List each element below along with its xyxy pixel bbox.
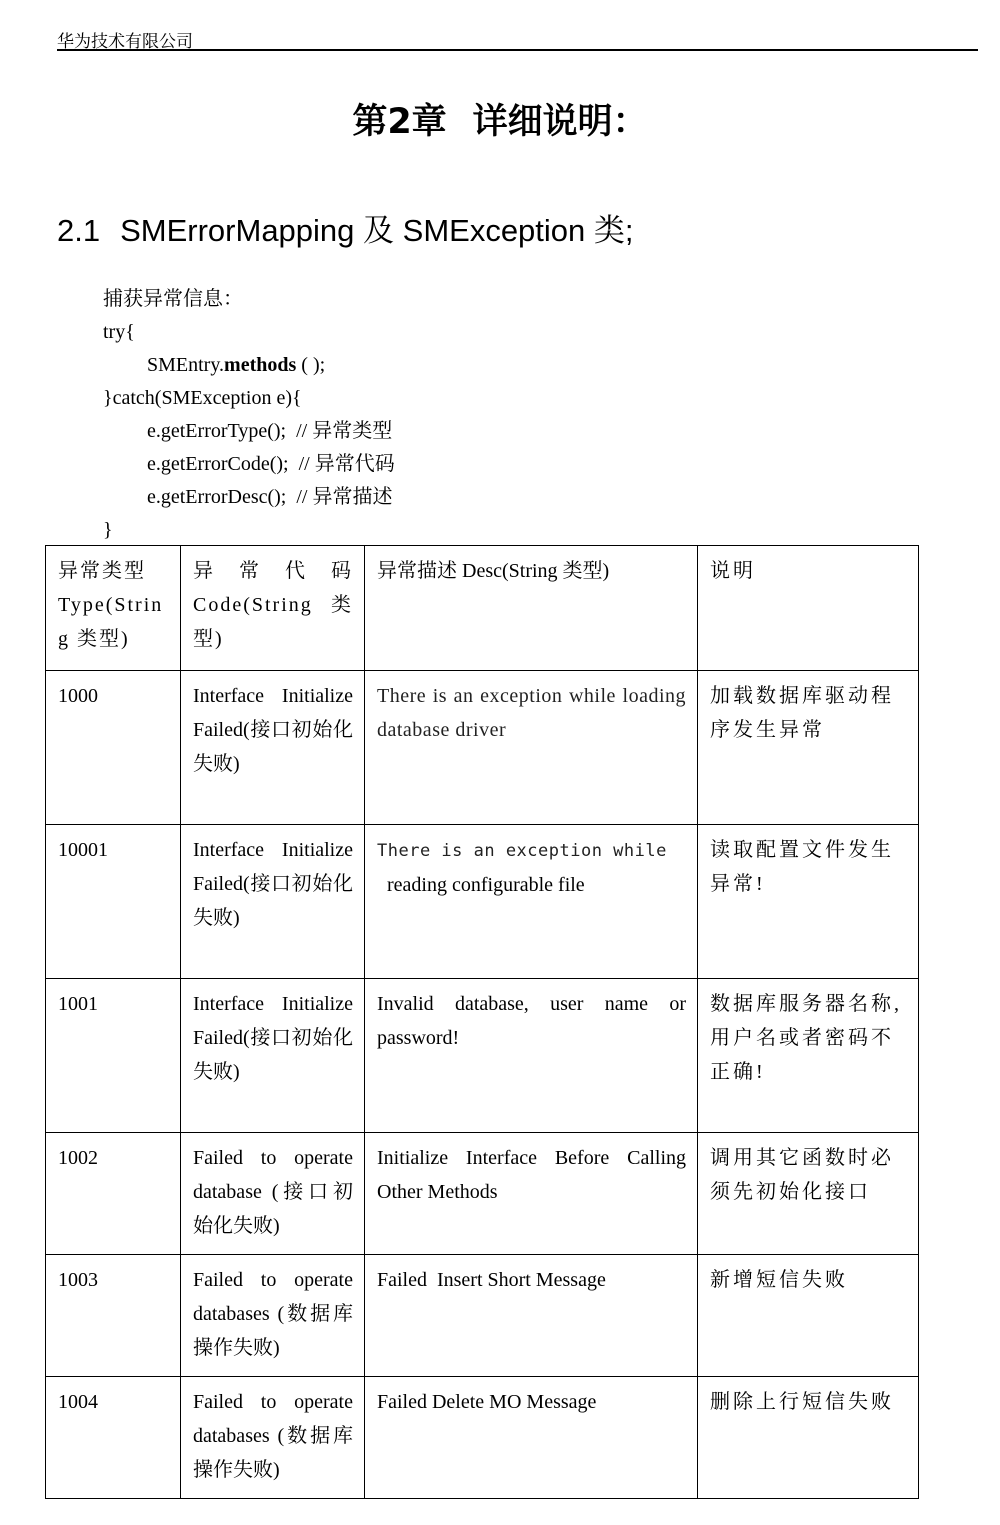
error-code-table [45, 545, 919, 1499]
cell-code: Failed to operate databases (数据库操作失败) [181, 1377, 365, 1499]
table-row [46, 1377, 919, 1499]
cell-note: 删除上行短信失败 [698, 1377, 919, 1499]
table-row [46, 1255, 919, 1377]
cell-code: Failed to operate database (接口初始化失败) [181, 1133, 365, 1255]
table-row [46, 825, 919, 979]
table-row [46, 1133, 919, 1255]
section-title [57, 205, 634, 250]
cell-type: 1000 [46, 671, 181, 825]
code-close: } [103, 519, 113, 541]
chapter-title [0, 94, 1000, 144]
header-code: 异常代码 Code(String 类型) [181, 546, 365, 671]
header-desc: 异常描述 Desc(String 类型) [365, 546, 698, 671]
code-call-suffix: ( ); [296, 354, 326, 376]
cell-desc: There is an exception while loading database driver [365, 671, 698, 825]
cell-type: 1003 [46, 1255, 181, 1377]
cell-desc-line-2: reading configurable file [387, 874, 585, 896]
header-note: 说明 [698, 546, 919, 671]
cell-type: 1001 [46, 979, 181, 1133]
code-sample [103, 283, 395, 547]
code-call-prefix: SMEntry. [147, 354, 225, 376]
code-get-code: e.getErrorCode(); // 异常代码 [147, 453, 395, 475]
code-get-desc: e.getErrorDesc(); // 异常描述 [147, 486, 393, 508]
table-row [46, 979, 919, 1133]
code-get-type: e.getErrorType(); // 异常类型 [147, 420, 393, 442]
table-header-row [46, 546, 919, 671]
cell-desc: Invalid database, user name or password! [365, 979, 698, 1133]
cell-code: Failed to operate databases (数据库操作失败) [181, 1255, 365, 1377]
code-call-method: methods [224, 354, 297, 376]
cell-desc [365, 825, 698, 979]
header-type: 异常类型 Type(String 类型) [46, 546, 181, 671]
code-call [103, 349, 395, 382]
cell-desc: Failed Insert Short Message [365, 1255, 698, 1377]
cell-desc-line-1: There is an exception while [377, 841, 667, 861]
chapter-number: 第2章 [352, 102, 447, 142]
cell-type: 1002 [46, 1133, 181, 1255]
cell-type: 10001 [46, 825, 181, 979]
code-try: try{ [103, 321, 135, 343]
cell-note: 调用其它函数时必须先初始化接口 [698, 1133, 919, 1255]
cell-desc: Initialize Interface Before Calling Other Methods [365, 1133, 698, 1255]
code-catch: }catch(SMException e){ [103, 387, 302, 409]
table-row [46, 671, 919, 825]
cell-code: Interface Initialize Failed(接口初始化失败) [181, 825, 365, 979]
header-rule [57, 49, 978, 51]
header-company-name: 华为技术有限公司 [57, 32, 193, 52]
cell-note: 读取配置文件发生异常! [698, 825, 919, 979]
cell-code: Interface Initialize Failed(接口初始化失败) [181, 671, 365, 825]
cell-type: 1004 [46, 1377, 181, 1499]
chapter-heading: 详细说明： [472, 102, 648, 142]
cell-code: Interface Initialize Failed(接口初始化失败) [181, 979, 365, 1133]
cell-desc: Failed Delete MO Message [365, 1377, 698, 1499]
cell-note: 加载数据库驱动程序发生异常 [698, 671, 919, 825]
cell-note: 数据库服务器名称,用户名或者密码不正确! [698, 979, 919, 1133]
section-heading: SMErrorMapping 及 SMException 类; [120, 213, 634, 248]
cell-note: 新增短信失败 [698, 1255, 919, 1377]
code-intro: 捕获异常信息： [103, 288, 243, 310]
section-number: 2.1 [57, 213, 101, 248]
